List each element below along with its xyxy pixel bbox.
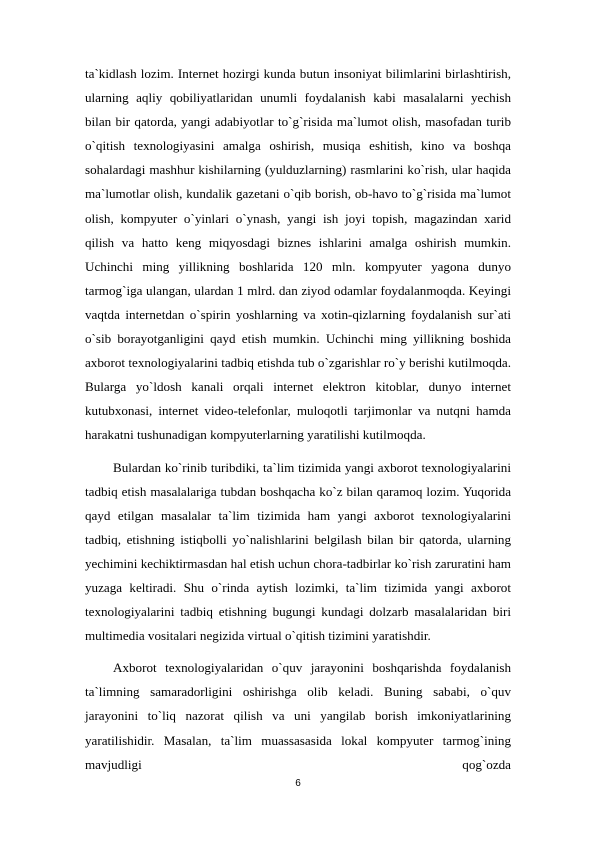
paragraph-3: Axborot texnologiyalaridan o`quv jarayonini boshqarishda foydalanish ta`limning samaradorligini oshirishga olib keladi. Buning sababi, o`quv jarayonini to`liq nazorat qilish va uni yangilab borish imkoniyatlarining yaratilishidir. Masalan, ta`lim muassasasida lokal kompyuter tarmog`ining mavjudligi qog`ozda — [85, 660, 511, 772]
paragraph-2: Bulardan ko`rinib turibdiki, ta`lim tizimida yangi axborot texnologiyalarini tadbiq etish masalalariga tubdan boshqacha ko`z bilan qaramoq lozim. Yuqorida qayd etilgan masalalar ta`lim tizimida ham yangi axborot texnologiyalarini tadbiq, etishning istiqbolli yo`nalishlarini belgilash bilan bir qatorda, ularning yechimini kechiktirmasdan hal etish uchun chora-tadbirlar ko`rish zaruratini ham yuzaga keltiradi. Shu o`rinda aytish lozimki, ta`lim tizimida yangi axborot texnologiyalarini tadbiq etishning bugungi kundagi dolzarb masalalaridan biri multimedia vositalari negizida virtual o`qitish tizimini yaratishdir. — [85, 459, 511, 644]
body-text — [85, 62, 511, 777]
page-number: 6 — [295, 778, 301, 789]
paragraph-1: ta`kidlash lozim. Internet hozirgi kunda butun insoniyat bilimlarini birlashtirish, ularning aqliy qobiliyatlaridan unumli foydalanish kabi masalalarni yechish bilan bir qatorda, yangi adabiyotlar to`g`risida ma`lumot olish, masofadan turib o`qitish texnologiyasini amalga oshirish, musiqa eshitish, kino va boshqa sohalardagi mashhur kishilarning (yulduzlarning) rasmlarini ko`rish, ular haqida ma`lumotlar olish, kundalik gazetani o`qib borish, ob-havo to`g`risida ma`lumot olish, kompyuter o`yinlari o`ynash, yangi ish joyi topish, magazindan xarid qilish va hatto keng miqyosdagi biznes ishlarini amalga oshirish mumkin. Uchinchi ming yillikning boshlarida 120 mln. kompyuter yagona dunyo tarmog`iga ulangan, ulardan 1 mlrd. dan ziyod odamlar foydalanmoqda. Keyingi vaqtda internetdan o`spirin yoshlarning va xotin-qizlarning foydalanish sur`ati o`sib borayotganligini qayd etish mumkin. Uchinchi ming yillikning boshida axborot texnologiyalarini tadbiq etishda tub o`zgarishlar ro`y berishi kutilmoqda. Bularga yo`ldosh kanali orqali internet elektron kitoblar, dunyo internet kutubxonasi, internet video-telefonlar, muloqotli tarjimonlar va nutqni hamda harakatni tushunadigan kompyuterlarning yaratilishi kutilmoqda. — [85, 66, 511, 443]
